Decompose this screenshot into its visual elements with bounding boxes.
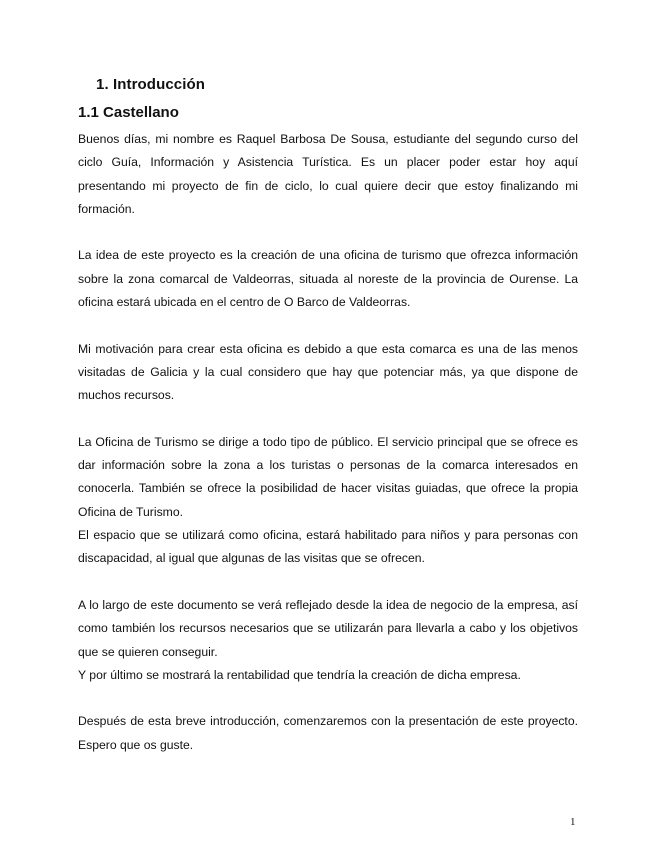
paragraph-profitability: Y por último se mostrará la rentabilidad que tendría la creación de dicha empresa. [78,667,521,682]
section-heading-introduccion: 1. Introducción [96,76,206,93]
paragraph-document-scope: A lo largo de este documento se verá reflejado desde la idea de negocio de la empresa, así como también los recursos necesarios que se utilizarán para llevarla a cabo y los objetivos que se quieren conseguir. [78,597,578,659]
paragraph-project-idea: La idea de este proyecto es la creación de una oficina de turismo que ofrezca información sobre la zona comarcal de Valdeorras, situada al noreste de la provincia de Ourense. La oficina estará ubicada en el centro de O Barco de Valdeorras. [78,248,578,310]
paragraph-audience: La Oficina de Turismo se dirige a todo tipo de público. El servicio principal que se ofrece es dar información sobre la zona a los turistas o personas de la comarca interesados en conocerla. También se ofrece la posibilidad de hacer visitas guiadas, que ofrece la propia Oficina de Turismo. [78,434,578,519]
body-text [78,128,578,757]
page-number: 1 [570,816,576,828]
paragraph-motivation: Mi motivación para crear esta oficina es debido a que esta comarca es una de las menos visitadas de Galicia y la cual considero que hay que potenciar más, ya que dispone de muchos recursos. [78,341,578,403]
subsection-heading-castellano: 1.1 Castellano [78,104,179,121]
paragraph-accessibility: El espacio que se utilizará como oficina, estará habilitado para niños y para personas con discapacidad, al igual que algunas de las visitas que se ofrecen. [78,528,578,566]
paragraph-closing: Después de esta breve introducción, comenzaremos con la presentación de este proyecto. Espero que os guste. [78,714,578,752]
paragraph-greeting: Buenos días, mi nombre es Raquel Barbosa De Sousa, estudiante del segundo curso del ciclo Guía, Información y Asistencia Turística. Es un placer poder estar hoy aquí presentando mi proyecto de fin de ciclo, lo cual quiere decir que estoy finalizando mi formación. [78,132,578,216]
